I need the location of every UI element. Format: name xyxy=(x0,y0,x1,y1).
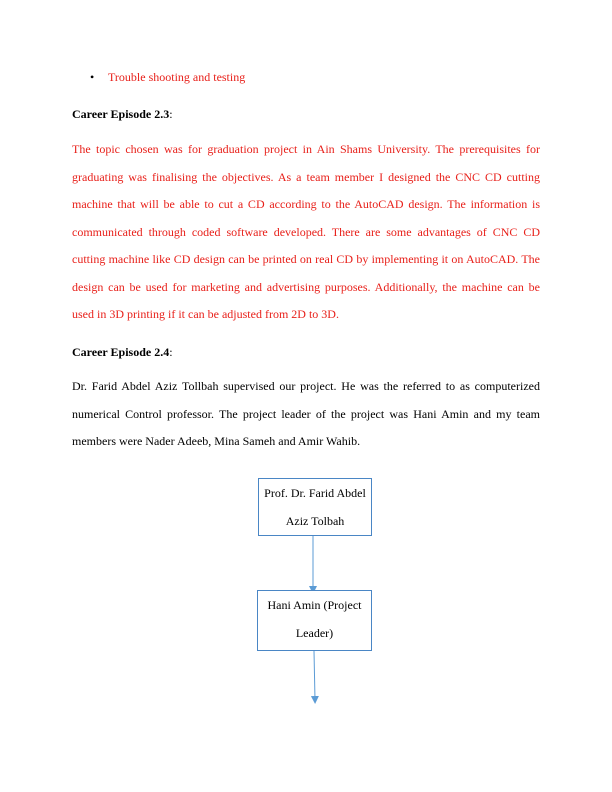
episode-2-4-paragraph: Dr. Farid Abdel Aziz Tollbah supervised our project. He was the referred to as computerized numerical Control professor. The project leader of the project was Hani Amin and my team members were Nader Adeeb, Mina Sameh and Amir Wahib. xyxy=(72,379,540,448)
episode-2-3-title: Career Episode 2.3 xyxy=(72,107,170,121)
connector-arrow-2 xyxy=(314,651,315,700)
episode-2-4-colon: : xyxy=(169,345,173,359)
episode-2-3-paragraph: The topic chosen was for graduation project in Ain Shams University. The prerequisites for graduating was finalising the objectives. As a team member I designed the CNC CD cutting machine that will be able to cut a CD according to the AutoCAD design. The information is communicated through coded software developed. There are some advantages of CNC CD cutting machine like CD design can be printed on real CD by implementing it on AutoCAD. The design can be used for marketing and advertising purposes. Additionally, the machine can be used in 3D printing if it can be adjusted from 2D to 3D. xyxy=(72,142,540,321)
bullet-text: Trouble shooting and testing xyxy=(108,70,246,84)
episode-2-4-title: Career Episode 2.4 xyxy=(72,345,170,359)
org-node-supervisor: Prof. Dr. Farid Abdel Aziz Tolbah xyxy=(258,478,372,536)
org-node-project-leader: Hani Amin (Project Leader) xyxy=(257,590,372,651)
bullet-dot-icon: • xyxy=(90,70,95,84)
episode-2-3-colon: : xyxy=(169,107,173,121)
